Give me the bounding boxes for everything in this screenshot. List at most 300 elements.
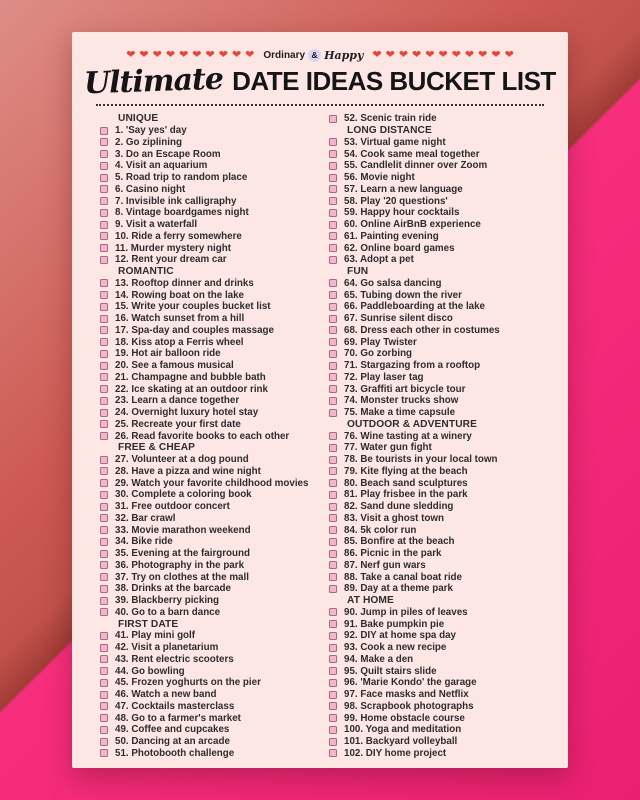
list-item: [100, 642, 313, 654]
item-label: 24. Overnight luxury hotel stay: [115, 407, 259, 419]
checkbox[interactable]: [100, 456, 108, 464]
item-label: 26. Read favorite books to each other: [115, 430, 290, 442]
list-item: [329, 630, 542, 642]
item-label: 36. Photography in the park: [115, 559, 245, 571]
list-item: [100, 548, 313, 560]
list-item: [100, 748, 313, 760]
item-label: 97. Face masks and Netflix: [344, 689, 469, 701]
checkbox[interactable]: [329, 174, 337, 182]
checkbox[interactable]: [100, 608, 108, 616]
checkbox[interactable]: [329, 620, 337, 628]
list-item: [329, 278, 542, 290]
checkbox[interactable]: [329, 185, 337, 193]
list-item: [329, 677, 542, 689]
checkbox[interactable]: [329, 503, 337, 511]
heart-icon: ❤: [192, 48, 202, 61]
item-label: 35. Evening at the fairground: [115, 548, 250, 560]
list-item: [329, 524, 542, 536]
item-label: 56. Movie night: [344, 172, 415, 184]
checkbox[interactable]: [100, 491, 108, 499]
list-item: [329, 336, 542, 348]
checkbox[interactable]: [100, 550, 108, 558]
list-item: [329, 701, 542, 713]
checkbox[interactable]: [100, 150, 108, 158]
list-item: [100, 301, 313, 313]
list-item: [100, 536, 313, 548]
checkbox[interactable]: [329, 749, 337, 757]
list-item: [100, 712, 313, 724]
checkbox[interactable]: [329, 209, 337, 217]
item-label: 67. Sunrise silent disco: [344, 313, 453, 325]
list-item: [100, 383, 313, 395]
list-item: [100, 325, 313, 337]
item-label: 5. Road trip to random place: [115, 172, 248, 184]
checkbox[interactable]: [329, 538, 337, 546]
list-item: [329, 736, 542, 748]
checkbox[interactable]: [100, 185, 108, 193]
item-label: 33. Movie marathon weekend: [115, 524, 251, 536]
list-item: [100, 724, 313, 736]
item-label: 71. Stargazing from a rooftop: [344, 360, 481, 372]
checkbox[interactable]: [329, 315, 337, 323]
list-item: [100, 219, 313, 231]
list-item: [100, 125, 313, 137]
item-label: 88. Take a canal boat ride: [344, 571, 462, 583]
checkbox[interactable]: [329, 115, 337, 123]
item-label: 47. Cocktails masterclass: [115, 700, 235, 712]
list-item: [329, 184, 542, 196]
item-label: 30. Complete a coloring book: [115, 489, 252, 501]
checkbox[interactable]: [100, 256, 108, 264]
checkbox[interactable]: [329, 326, 337, 334]
checkbox[interactable]: [329, 714, 337, 722]
hearts-left: [126, 50, 254, 61]
heart-icon: ❤: [245, 48, 255, 61]
checkbox[interactable]: [100, 714, 108, 722]
item-label: 16. Watch sunset from a hill: [115, 313, 245, 325]
list-item: [100, 466, 313, 478]
checkbox[interactable]: [100, 350, 108, 358]
checkbox[interactable]: [329, 444, 337, 452]
list-item: [329, 466, 542, 478]
checkbox[interactable]: [329, 644, 337, 652]
checkbox[interactable]: [329, 608, 337, 616]
heart-icon: ❤: [139, 48, 149, 61]
list-item: [329, 207, 542, 219]
checkbox[interactable]: [100, 138, 108, 146]
list-item: [329, 160, 542, 172]
item-label: 13. Rooftop dinner and drinks: [115, 277, 254, 289]
checkbox[interactable]: [100, 221, 108, 229]
checkbox[interactable]: [100, 315, 108, 323]
list-item: [100, 595, 313, 607]
checkbox[interactable]: [329, 573, 337, 581]
checkbox[interactable]: [100, 244, 108, 252]
poster-card: [72, 32, 568, 768]
checkbox[interactable]: [100, 526, 108, 534]
checkbox[interactable]: [100, 479, 108, 487]
item-label: 100. Yoga and meditation: [344, 724, 462, 736]
checkbox[interactable]: [100, 432, 108, 440]
checkbox[interactable]: [100, 644, 108, 652]
list-item: [329, 454, 542, 466]
item-label: 75. Make a time capsule: [344, 407, 456, 419]
checkbox[interactable]: [100, 573, 108, 581]
list-item: [100, 654, 313, 666]
checkbox[interactable]: [329, 338, 337, 346]
checkbox[interactable]: [329, 655, 337, 663]
list-item: [329, 137, 542, 149]
checkbox[interactable]: [329, 350, 337, 358]
checkbox[interactable]: [329, 373, 337, 381]
list-item: [100, 148, 313, 160]
list-item: [100, 524, 313, 536]
item-label: 82. Sand dune sledding: [344, 501, 454, 513]
list-item: [100, 207, 313, 219]
heart-icon: ❤: [152, 48, 162, 61]
list-item: [329, 654, 542, 666]
list-item: [100, 195, 313, 207]
item-label: 37. Try on clothes at the mall: [115, 571, 249, 583]
list-item: [100, 489, 313, 501]
item-label: 63. Adopt a pet: [344, 254, 414, 266]
checkbox[interactable]: [329, 632, 337, 640]
item-label: 27. Volunteer at a dog pound: [115, 454, 249, 466]
checkbox[interactable]: [100, 279, 108, 287]
list-item: [100, 395, 313, 407]
checkbox[interactable]: [100, 385, 108, 393]
list-item: [100, 419, 313, 431]
checkbox[interactable]: [329, 232, 337, 240]
heart-icon: ❤: [464, 48, 475, 61]
checkbox[interactable]: [329, 221, 337, 229]
item-label: 51. Photobooth challenge: [115, 747, 235, 759]
checkbox[interactable]: [100, 749, 108, 757]
checkbox[interactable]: [100, 585, 108, 593]
list-item: [329, 231, 542, 243]
checkbox[interactable]: [329, 702, 337, 710]
checkbox[interactable]: [100, 738, 108, 746]
checkbox[interactable]: [100, 726, 108, 734]
list-item: [329, 172, 542, 184]
list-item: [329, 395, 542, 407]
checkbox[interactable]: [329, 667, 337, 675]
item-label: 61. Painting evening: [344, 230, 439, 242]
checkbox[interactable]: [100, 409, 108, 417]
checkbox[interactable]: [329, 456, 337, 464]
list-item: [100, 665, 313, 677]
checkbox[interactable]: [329, 526, 337, 534]
list-item: [329, 148, 542, 160]
checkbox[interactable]: [329, 679, 337, 687]
dotted-divider: [96, 104, 544, 106]
list-item: [329, 536, 542, 548]
list-item: [100, 407, 313, 419]
item-label: 3. Do an Escape Room: [115, 148, 221, 160]
heart-icon: ❤: [491, 48, 501, 61]
item-label: 77. Water gun fight: [344, 442, 432, 454]
list-item: [329, 560, 542, 572]
item-label: 73. Graffiti art bicycle tour: [344, 383, 466, 395]
item-label: 58. Play '20 questions': [344, 195, 448, 207]
checkbox[interactable]: [329, 479, 337, 487]
section-header: AT HOME: [347, 595, 394, 607]
list-item: [329, 442, 542, 454]
item-label: 94. Make a den: [344, 653, 414, 665]
checkbox[interactable]: [329, 244, 337, 252]
list-item: [100, 513, 313, 525]
hearts-row: [72, 48, 568, 62]
checklist: [100, 113, 542, 759]
checkbox[interactable]: [329, 432, 337, 440]
item-label: 18. Kiss atop a Ferris wheel: [115, 336, 244, 348]
item-label: 85. Bonfire at the beach: [344, 536, 455, 548]
item-label: 59. Happy hour cocktails: [344, 207, 460, 219]
checkbox[interactable]: [100, 197, 108, 205]
checkbox[interactable]: [329, 303, 337, 311]
item-label: 23. Learn a dance together: [115, 395, 240, 407]
list-item: [100, 336, 313, 348]
item-label: 72. Play laser tag: [344, 371, 424, 383]
section-header: FREE & CHEAP: [118, 442, 196, 454]
checkbox[interactable]: [100, 632, 108, 640]
heart-icon: ❤: [218, 48, 228, 61]
item-label: 65. Tubing down the river: [344, 289, 462, 301]
checkbox[interactable]: [100, 291, 108, 299]
list-item: [100, 278, 313, 290]
item-label: 76. Wine tasting at a winery: [344, 430, 472, 442]
checkbox[interactable]: [100, 373, 108, 381]
item-label: 34. Bike ride: [115, 536, 173, 548]
checkbox[interactable]: [100, 597, 108, 605]
list-item: [329, 325, 542, 337]
item-label: 32. Bar crawl: [115, 512, 176, 524]
list-item: [100, 430, 313, 442]
list-item: [100, 160, 313, 172]
list-item: [100, 231, 313, 243]
checkbox[interactable]: [100, 326, 108, 334]
section-header: UNIQUE: [118, 113, 159, 125]
list-item: [100, 254, 313, 266]
checkbox[interactable]: [329, 467, 337, 475]
checkbox[interactable]: [329, 256, 337, 264]
checkbox[interactable]: [329, 197, 337, 205]
checkbox[interactable]: [329, 561, 337, 569]
list-item: [100, 172, 313, 184]
list-item: [329, 712, 542, 724]
checkbox[interactable]: [329, 491, 337, 499]
checkbox[interactable]: [100, 561, 108, 569]
list-item: [100, 348, 313, 360]
list-item: [100, 677, 313, 689]
item-label: 1. 'Say yes' day: [115, 125, 187, 137]
heart-icon: ❤: [504, 48, 514, 61]
checkbox[interactable]: [100, 362, 108, 370]
item-label: 14. Rowing boat on the lake: [115, 289, 245, 301]
list-item: [100, 560, 313, 572]
heart-icon: ❤: [165, 48, 176, 61]
item-label: 69. Play Twister: [344, 336, 417, 348]
checkbox[interactable]: [329, 385, 337, 393]
list-item: [329, 689, 542, 701]
list-item: [100, 289, 313, 301]
list-item: [329, 607, 542, 619]
heart-icon: ❤: [126, 48, 136, 61]
brand-word-ordinary: Ordinary: [263, 49, 306, 61]
list-item: [100, 360, 313, 372]
item-label: 20. See a famous musical: [115, 360, 234, 372]
item-label: 98. Scrapbook photographs: [344, 700, 474, 712]
item-label: 52. Scenic train ride: [344, 113, 437, 125]
item-label: 102. DIY home project: [344, 747, 447, 759]
list-item: [100, 607, 313, 619]
item-label: 64. Go salsa dancing: [344, 277, 442, 289]
list-item: [329, 501, 542, 513]
checkbox[interactable]: [329, 291, 337, 299]
section-header: OUTDOOR & ADVENTURE: [347, 418, 477, 430]
list-item: [100, 372, 313, 384]
list-item: [100, 630, 313, 642]
item-label: 39. Blackberry picking: [115, 595, 220, 607]
hearts-right: [372, 50, 513, 61]
item-label: 42. Visit a planetarium: [115, 642, 219, 654]
heart-icon: ❤: [205, 48, 215, 61]
checkbox[interactable]: [100, 303, 108, 311]
checkbox[interactable]: [329, 514, 337, 522]
list-item: [329, 724, 542, 736]
checkbox[interactable]: [329, 162, 337, 170]
item-label: 6. Casino night: [115, 183, 186, 195]
checkbox[interactable]: [100, 691, 108, 699]
item-label: 99. Home obstacle course: [344, 712, 465, 724]
item-label: 44. Go bowling: [115, 665, 185, 677]
item-label: 8. Vintage boardgames night: [115, 207, 249, 219]
item-label: 2. Go ziplining: [115, 136, 182, 148]
checkbox[interactable]: [100, 174, 108, 182]
checkbox[interactable]: [329, 409, 337, 417]
item-label: 15. Write your couples bucket list: [115, 301, 271, 313]
checkbox[interactable]: [100, 702, 108, 710]
list-item: [100, 501, 313, 513]
list-item: [100, 184, 313, 196]
checkbox[interactable]: [329, 585, 337, 593]
checkbox[interactable]: [329, 726, 337, 734]
item-label: 50. Dancing at an arcade: [115, 736, 230, 748]
item-label: 41. Play mini golf: [115, 630, 196, 642]
checkbox[interactable]: [100, 420, 108, 428]
item-label: 21. Champagne and bubble bath: [115, 371, 266, 383]
poster-title: [72, 63, 568, 100]
checkbox[interactable]: [100, 127, 108, 135]
checkbox[interactable]: [100, 667, 108, 675]
list-item: [329, 301, 542, 313]
list-item: [329, 665, 542, 677]
item-label: 78. Be tourists in your local town: [344, 454, 498, 466]
item-label: 55. Candlelit dinner over Zoom: [344, 160, 488, 172]
checklist-column-right: [329, 113, 542, 759]
checkbox[interactable]: [329, 550, 337, 558]
checkbox[interactable]: [100, 209, 108, 217]
checkbox[interactable]: [329, 279, 337, 287]
item-label: 84. 5k color run: [344, 524, 417, 536]
list-item: [100, 689, 313, 701]
list-item: [329, 748, 542, 760]
list-item: [329, 618, 542, 630]
list-item: [329, 289, 542, 301]
checkbox[interactable]: [100, 162, 108, 170]
list-item: [100, 736, 313, 748]
item-label: 17. Spa-day and couples massage: [115, 324, 274, 336]
item-label: 12. Rent your dream car: [115, 254, 227, 266]
checkbox[interactable]: [100, 655, 108, 663]
item-label: 86. Picnic in the park: [344, 548, 442, 560]
item-label: 19. Hot air balloon ride: [115, 348, 221, 360]
checkbox[interactable]: [100, 232, 108, 240]
list-item: [329, 477, 542, 489]
item-label: 80. Beach sand sculptures: [344, 477, 468, 489]
item-label: 70. Go zorbing: [344, 348, 413, 360]
list-item: [329, 642, 542, 654]
heart-icon: ❤: [451, 48, 461, 61]
list-item: [100, 583, 313, 595]
list-item: [329, 383, 542, 395]
heart-icon: ❤: [425, 48, 435, 61]
item-label: 57. Learn a new language: [344, 183, 463, 195]
checkbox[interactable]: [100, 514, 108, 522]
item-label: 40. Go to a barn dance: [115, 606, 221, 618]
list-item: [329, 407, 542, 419]
checkbox[interactable]: [329, 362, 337, 370]
item-label: 49. Coffee and cupcakes: [115, 724, 230, 736]
checkbox[interactable]: [100, 467, 108, 475]
brand-logo: [263, 49, 363, 62]
item-label: 93. Cook a new recipe: [344, 642, 447, 654]
item-label: 60. Online AirBnB experience: [344, 219, 481, 231]
heart-icon: ❤: [438, 48, 448, 61]
checkbox[interactable]: [329, 691, 337, 699]
list-item: [329, 195, 542, 207]
checkbox[interactable]: [100, 503, 108, 511]
section-header: FIRST DATE: [118, 618, 179, 630]
heart-icon: ❤: [412, 48, 422, 61]
checkbox[interactable]: [329, 138, 337, 146]
section-header: LONG DISTANCE: [347, 125, 432, 137]
heart-icon: ❤: [385, 48, 395, 61]
item-label: 28. Have a pizza and wine night: [115, 465, 261, 477]
item-label: 79. Kite flying at the beach: [344, 465, 468, 477]
item-label: 68. Dress each other in costumes: [344, 324, 500, 336]
checkbox[interactable]: [100, 679, 108, 687]
item-label: 31. Free outdoor concert: [115, 501, 230, 513]
checkbox[interactable]: [100, 538, 108, 546]
list-item: [329, 242, 542, 254]
item-label: 90. Jump in piles of leaves: [344, 606, 468, 618]
heart-icon: ❤: [398, 48, 409, 61]
list-item: [329, 313, 542, 325]
item-label: 101. Backyard volleyball: [344, 736, 458, 748]
item-label: 53. Virtual game night: [344, 136, 446, 148]
list-item: [329, 360, 542, 372]
checkbox[interactable]: [329, 397, 337, 405]
checkbox[interactable]: [100, 338, 108, 346]
list-item: [100, 137, 313, 149]
item-label: 92. DIY at home spa day: [344, 630, 456, 642]
checkbox[interactable]: [329, 150, 337, 158]
checkbox[interactable]: [100, 397, 108, 405]
item-label: 11. Murder mystery night: [115, 242, 231, 254]
heart-icon: ❤: [231, 48, 242, 61]
checkbox[interactable]: [329, 738, 337, 746]
